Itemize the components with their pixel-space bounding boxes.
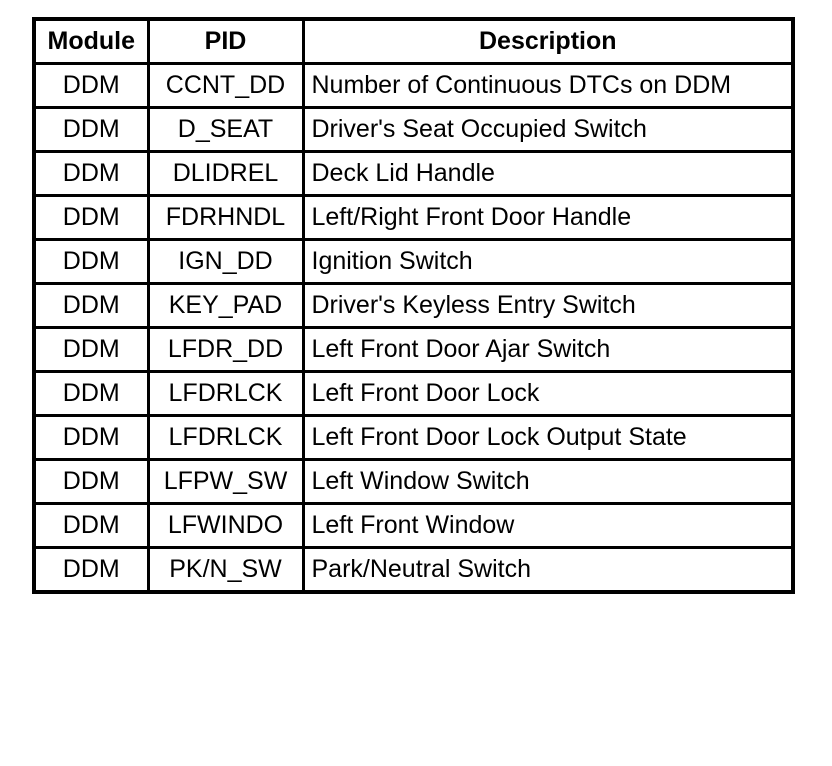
header-row [34, 19, 793, 64]
table-row [34, 372, 793, 416]
table-row [34, 548, 793, 593]
cell-module: DDM [34, 504, 148, 548]
cell-module: DDM [34, 416, 148, 460]
cell-description: Driver's Seat Occupied Switch [303, 108, 793, 152]
cell-pid: LFDRLCK [148, 372, 303, 416]
pid-table [32, 17, 795, 594]
cell-description: Ignition Switch [303, 240, 793, 284]
cell-description: Left/Right Front Door Handle [303, 196, 793, 240]
table-row [34, 460, 793, 504]
cell-pid: PK/N_SW [148, 548, 303, 593]
cell-pid: LFPW_SW [148, 460, 303, 504]
cell-module: DDM [34, 108, 148, 152]
cell-module: DDM [34, 328, 148, 372]
table-row [34, 64, 793, 108]
table-body [34, 64, 793, 593]
cell-description: Left Front Door Lock [303, 372, 793, 416]
cell-pid: FDRHNDL [148, 196, 303, 240]
table-header [34, 19, 793, 64]
table-row [34, 240, 793, 284]
header-module: Module [34, 19, 148, 64]
cell-pid: LFDRLCK [148, 416, 303, 460]
header-pid: PID [148, 19, 303, 64]
cell-description: Left Front Window [303, 504, 793, 548]
cell-module: DDM [34, 196, 148, 240]
cell-description: Left Front Door Lock Output State [303, 416, 793, 460]
cell-description: Number of Continuous DTCs on DDM [303, 64, 793, 108]
table-row [34, 196, 793, 240]
cell-module: DDM [34, 284, 148, 328]
pid-table-container [32, 17, 791, 594]
cell-pid: D_SEAT [148, 108, 303, 152]
table-row [34, 328, 793, 372]
cell-description: Deck Lid Handle [303, 152, 793, 196]
table-row [34, 152, 793, 196]
cell-pid: KEY_PAD [148, 284, 303, 328]
cell-module: DDM [34, 548, 148, 593]
cell-module: DDM [34, 460, 148, 504]
cell-module: DDM [34, 240, 148, 284]
table-row [34, 108, 793, 152]
cell-description: Park/Neutral Switch [303, 548, 793, 593]
cell-pid: LFDR_DD [148, 328, 303, 372]
cell-module: DDM [34, 64, 148, 108]
header-description: Description [303, 19, 793, 64]
cell-description: Driver's Keyless Entry Switch [303, 284, 793, 328]
cell-module: DDM [34, 372, 148, 416]
table-row [34, 504, 793, 548]
cell-pid: IGN_DD [148, 240, 303, 284]
cell-pid: CCNT_DD [148, 64, 303, 108]
cell-pid: LFWINDO [148, 504, 303, 548]
table-row [34, 416, 793, 460]
cell-description: Left Front Door Ajar Switch [303, 328, 793, 372]
cell-pid: DLIDREL [148, 152, 303, 196]
cell-description: Left Window Switch [303, 460, 793, 504]
cell-module: DDM [34, 152, 148, 196]
table-row [34, 284, 793, 328]
